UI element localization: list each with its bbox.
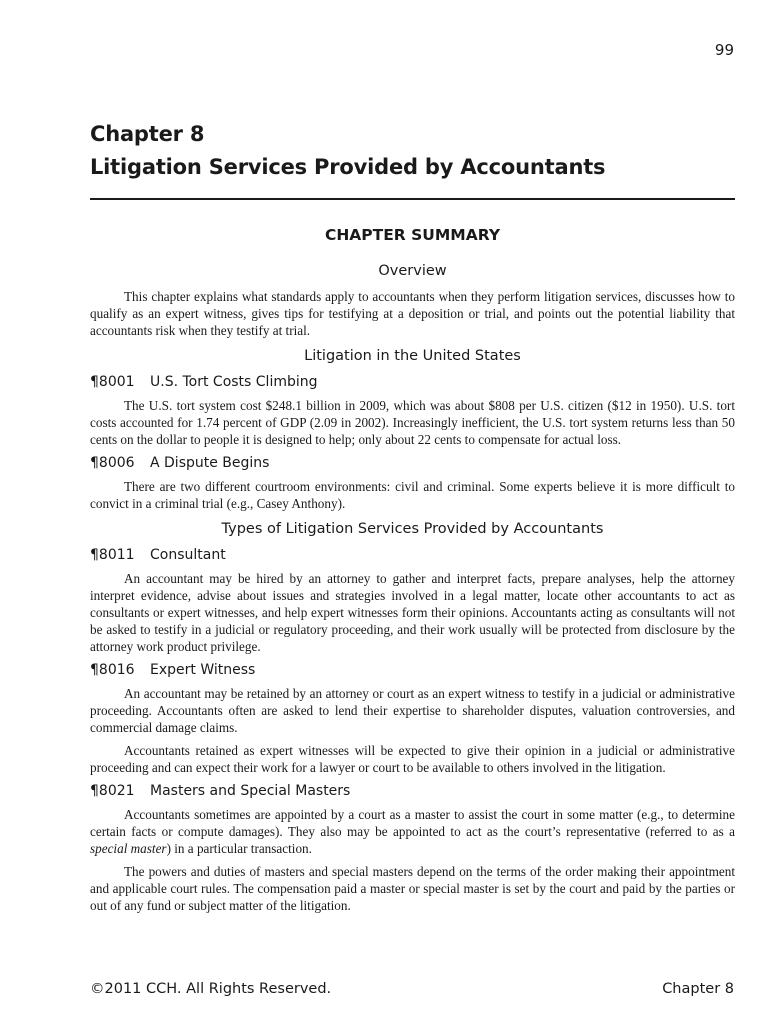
footer-copyright: ©2011 CCH. All Rights Reserved.	[90, 981, 332, 997]
paragraph-number: ¶8016	[90, 662, 135, 678]
paragraph-number: ¶8006	[90, 455, 135, 471]
overview-heading: Overview	[378, 263, 447, 279]
section-text-8021-a	[90, 806, 735, 857]
chapter-header	[90, 118, 735, 184]
section-text-8016-a: An accountant may be retained by an attorney or court as an expert witness to testify in a judicial or administrative proceeding. Accountants often are asked to lend their expertise to shareholder disputes, valuation controversies, and commercial damage claims.	[90, 686, 735, 735]
italic-term: special master	[90, 841, 167, 856]
overview-text: This chapter explains what standards apply to accountants when they perform litigation services, discusses how to qualify as an expert witness, gives tips for testifying at a deposition or trial, and points out the potential liability that accountants risk when they testify at trial.	[90, 289, 735, 338]
chapter-title: Litigation Services Provided by Accountants	[90, 155, 606, 179]
section-text-8001: The U.S. tort system cost $248.1 billion in 2009, which was about $808 per U.S. citizen ($12 in 1950). U.S. tort costs accounted for 1.74 percent of GDP (2.09 in 2002). Increasingly inefficient, the U.S. tort system returns less than 50 cents on the dollar to people it is designed to help; only about 22 cents to compensate for actual loss.	[90, 398, 735, 447]
chapter-summary	[90, 224, 735, 920]
footer-chapter: Chapter 8	[662, 981, 734, 997]
section-title: Expert Witness	[150, 662, 256, 678]
section-heading-8006	[90, 454, 735, 472]
section-text-8011: An accountant may be hired by an attorney to gather and interpret facts, prepare analyses, help the attorney interpret evidence, advise about issues and strategies involved in a legal matter, locate other accountants to act as consultants or expert witnesses, and help expert witnesses form their opinions. Accountants acting as consultants will not be asked to testify in a judicial or regulatory proceeding, and their work usually will be protected from disclosure by the attorney work product privilege.	[90, 571, 735, 654]
text-run: Accountants sometimes are appointed by a court as a master to assist the court in some matter (e.g., to determine certain facts or compute damages). They also may be appointed to act as the court’s representative (referred to as a	[90, 807, 735, 839]
paragraph-number: ¶8021	[90, 783, 135, 799]
chapter-label: Chapter 8	[90, 122, 205, 146]
summary-heading: CHAPTER SUMMARY	[324, 226, 501, 244]
text-run: ) in a particular transaction.	[166, 841, 312, 856]
paragraph-number: ¶8011	[90, 547, 135, 563]
section-heading-8001	[90, 373, 735, 391]
section-heading-8021	[90, 782, 735, 800]
section-title: Consultant	[150, 547, 226, 563]
section-title: Masters and Special Masters	[150, 783, 351, 799]
paragraph-number: ¶8001	[90, 374, 135, 390]
section-text-8016-b: Accountants retained as expert witnesses will be expected to give their opinion in a judicial or administrative proceeding and can expect their work for a lawyer or court to be available to others involved in the litigation.	[90, 743, 735, 775]
section-title: U.S. Tort Costs Climbing	[150, 374, 318, 390]
section-title: A Dispute Begins	[150, 455, 270, 471]
section-heading-8016	[90, 661, 735, 679]
chapter-divider	[90, 198, 735, 200]
section-text-8021-b: The powers and duties of masters and special masters depend on the terms of the order making their appointment and applicable court rules. The compensation paid a master or special master is set by the court and paid by the parties or out of any fund or subject matter of the litigation.	[90, 864, 735, 913]
section-heading-8011	[90, 546, 735, 564]
types-heading: Types of Litigation Services Provided by Accountants	[221, 521, 604, 537]
page-number: 99	[714, 41, 734, 59]
section-text-8006: There are two different courtroom environments: civil and criminal. Some experts believe it is more difficult to convict in a criminal trial (e.g., Casey Anthony).	[90, 479, 735, 511]
litigation-us-heading: Litigation in the United States	[304, 348, 521, 364]
